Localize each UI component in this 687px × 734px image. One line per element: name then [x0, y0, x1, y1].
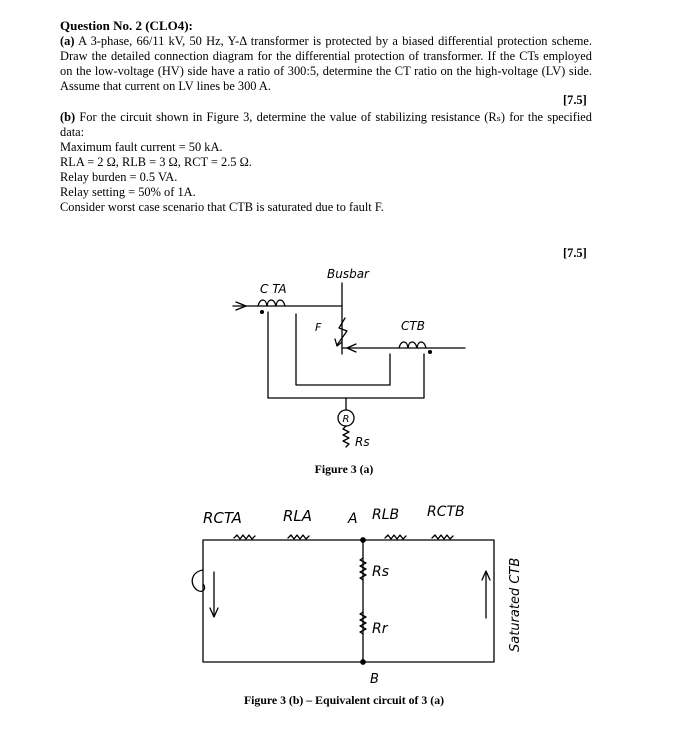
label-relay: R — [342, 414, 350, 425]
label-rctb: RCTB — [427, 504, 465, 520]
label-ctb: CTB — [401, 319, 425, 333]
part-a-marks: [7.5] — [563, 93, 587, 107]
label-saturated-ctb: Saturated CTB — [508, 557, 523, 652]
figure-a-caption: Figure 3 (a) — [314, 462, 374, 476]
data-line-relay-burden: Relay burden = 0.5 VA. — [60, 170, 178, 184]
data-line-relay-setting: Relay setting = 50% of 1A. — [60, 185, 196, 199]
rs-resistor-a — [343, 426, 349, 447]
label-rla: RLA — [283, 507, 313, 525]
figure-b-caption: Figure 3 (b) – Equivalent circuit of 3 (a) — [243, 693, 445, 707]
part-a-body: A 3-phase, 66/11 kV, 50 Hz, Y-Δ transformer is protected by a biased differential protection scheme. Draw the detailed connection diagram for the differential protection of transformer. If the CTs employed on the low-voltage (HV) side have a ratio of 300:5, determine the CT ratio on the high-voltage (LV) side. Assume that current on LV lines be 300 A. — [60, 34, 592, 93]
label-rcta: RCTA — [203, 509, 242, 527]
data-line-fault-current: Maximum fault current = 50 kA. — [60, 140, 223, 154]
label-rr: Rr — [372, 621, 388, 637]
figure-b-loop — [203, 540, 494, 662]
part-b-label: (b) — [60, 110, 76, 124]
label-fault: F — [315, 321, 322, 334]
label-rlb: RLB — [372, 507, 400, 523]
rla-resistor — [288, 535, 309, 539]
data-line-resistances: RLA = 2 Ω, RLB = 3 Ω, RCT = 2.5 Ω. — [60, 155, 252, 169]
rlb-resistor — [385, 535, 406, 539]
label-rs-b: Rs — [372, 564, 390, 580]
ctb-coil — [399, 342, 426, 348]
part-b-body: For the circuit shown in Figure 3, determine the value of stabilizing resistance (Rₛ) for the specified data: — [60, 110, 592, 139]
cta-coil — [258, 300, 285, 306]
label-node-b: B — [370, 672, 379, 687]
data-line-scenario: Consider worst case scenario that CTB is saturated due to fault F. — [60, 200, 384, 214]
rctb-resistor — [432, 535, 453, 539]
label-node-a: A — [348, 511, 358, 527]
part-b-marks: [7.5] — [563, 246, 587, 260]
question-title: Question No. 2 (CLO4): — [60, 18, 193, 33]
part-a-label: (a) — [60, 34, 75, 48]
label-rs-a: Rs — [355, 435, 370, 449]
label-cta: C TA — [260, 282, 287, 296]
label-busbar: Busbar — [327, 267, 369, 281]
rcta-resistor — [234, 535, 255, 539]
